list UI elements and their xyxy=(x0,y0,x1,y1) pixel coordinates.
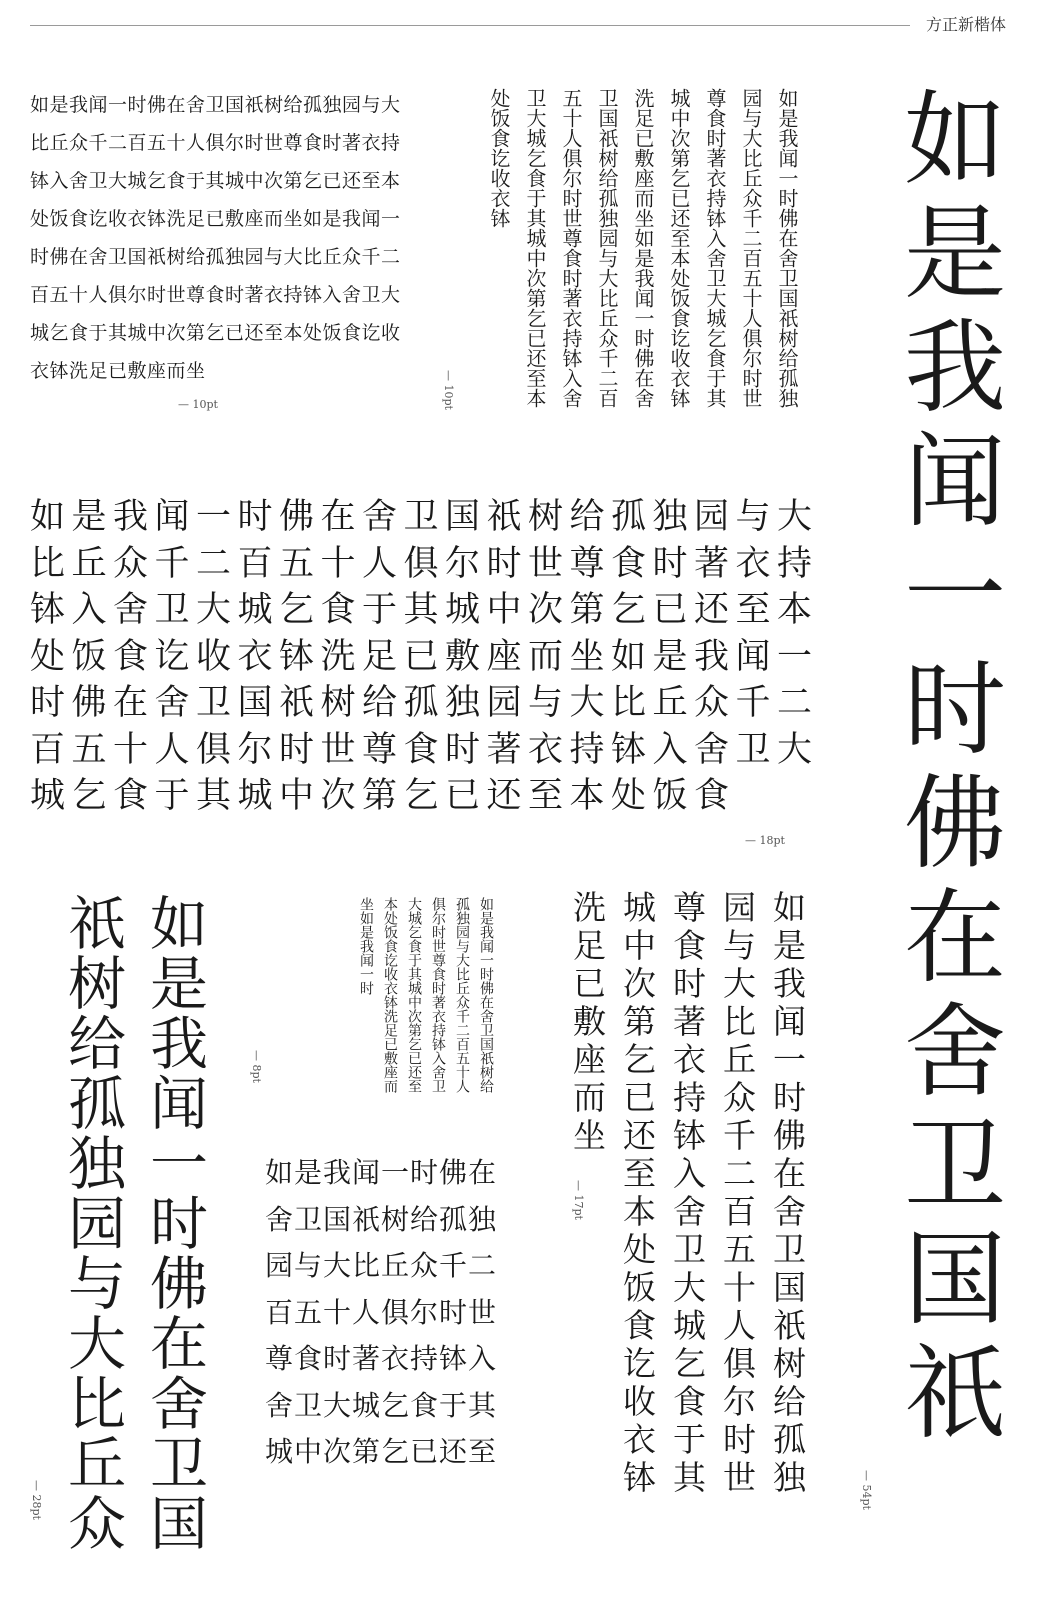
sample-horizontal-small-block: 如是我闻一时佛在舍卫国祇树给孤独园与大比丘众千二百五十人俱尔时世尊食时著衣持钵入舍卫大城乞食于其城中次第乞已还至 xyxy=(265,1156,498,1468)
size-label-17pt: — 17pt xyxy=(572,1180,585,1220)
size-label-18pt: — 18pt xyxy=(745,834,785,847)
size-label-10pt-horizontal: — 10pt xyxy=(178,398,218,411)
sample-54pt-vertical: 如是我闻一时佛在舍卫国祇 xyxy=(887,85,1006,1453)
header-rule xyxy=(30,25,910,26)
sample-10pt-vertical: 如是我闻一时佛在舍卫国祇树给孤独园与大比丘众千二百五十人俱尔时世尊食时著衣持钵入舍卫大城乞食于其城中次第乞已还至本处饭食讫收衣钵洗足已敷座而坐如是我闻一时佛在舍卫国祇树给孤独园与大比丘众千二百五十人俱尔时世尊食时著衣持钵入舍卫大城乞食于其城中次第乞已还至本处饭食讫收衣钵 xyxy=(487,88,799,408)
size-label-54pt: — 54pt xyxy=(860,1470,873,1510)
font-name: 方正新楷体 xyxy=(926,15,1007,34)
size-label-10pt-vertical: — 10pt xyxy=(442,370,455,410)
sample-10pt-horizontal: 如是我闻一时佛在舍卫国祇树给孤独园与大比丘众千二百五十人俱尔时世尊食时著衣持钵入舍卫大城乞食于其城中次第乞已还至本处饭食讫收衣钵洗足已敷座而坐如是我闻一时佛在舍卫国祇树给孤独园与大比丘众千二百五十人俱尔时世尊食时著衣持钵入舍卫大城乞食于其城中次第乞已还至本处饭食讫收衣钵洗足已敷座而坐 xyxy=(30,94,401,382)
sample-28pt-vertical: 如是我闻一时佛在舍卫国祇树给孤独园与大比丘众 xyxy=(58,893,208,1553)
sample-17pt-vertical: 如是我闻一时佛在舍卫国祇树给孤独园与大比丘众千二百五十人俱尔时世尊食时著衣持钵入舍卫大城乞食于其城中次第乞已还至本处饭食讫收衣钵洗足已敷座而坐 xyxy=(568,890,807,1498)
sample-18pt-horizontal: 如是我闻一时佛在舍卫国祇树给孤独园与大比丘众千二百五十人俱尔时世尊食时著衣持钵入舍卫大城乞食于其城中次第乞已还至本处饭食讫收衣钵洗足已敷座而坐如是我闻一时佛在舍卫国祇树给孤独园与大比丘众千二百五十人俱尔时世尊食时著衣持钵入舍卫大城乞食于其城中次第乞已还至本处饭食 xyxy=(30,497,819,816)
size-label-8pt: — 8pt xyxy=(250,1050,263,1083)
size-label-28pt: — 28pt xyxy=(30,1480,43,1520)
sample-8pt-vertical: 如是我闻一时佛在舍卫国祇树给孤独园与大比丘众千二百五十人俱尔时世尊食时著衣持钵入舍卫大城乞食于其城中次第乞已还至本处饭食讫收衣钵洗足已敷座而坐如是我闻一时 xyxy=(358,897,494,1093)
